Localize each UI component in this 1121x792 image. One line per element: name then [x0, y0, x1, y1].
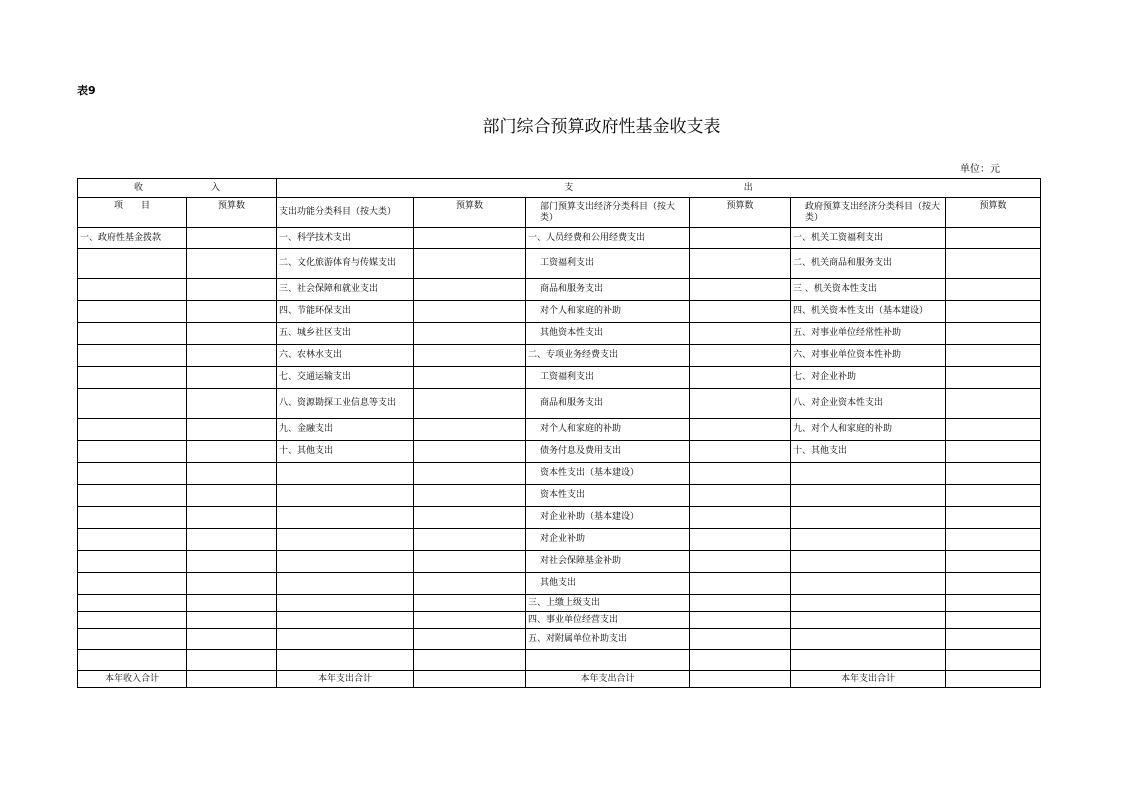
gov-budget-cell [946, 629, 1041, 650]
dept-econ-cell: 资本性支出 [526, 485, 690, 507]
table-row [78, 595, 1041, 612]
func-class-cell [277, 529, 414, 551]
income-budget-cell [187, 419, 277, 441]
table-row [78, 629, 1041, 650]
header-row-1 [78, 179, 1041, 198]
dept-budget-cell [690, 345, 791, 367]
gov-budget-cell [946, 463, 1041, 485]
table-row [78, 529, 1041, 551]
income-budget-cell [187, 301, 277, 323]
totals-row [78, 671, 1041, 688]
dept-budget-cell [690, 595, 791, 612]
gov-budget-cell [946, 485, 1041, 507]
dept-budget-cell [690, 441, 791, 463]
table-row [78, 441, 1041, 463]
budget-table [77, 178, 1041, 688]
header-dept-econ-class: 部门预算支出经济分类科目（按大类） [526, 198, 690, 228]
gov-econ-cell [791, 650, 946, 671]
income-item-cell [78, 485, 187, 507]
func-class-cell [277, 595, 414, 612]
dept-budget-cell [690, 529, 791, 551]
gov-budget-cell [946, 228, 1041, 249]
income-budget-cell [187, 551, 277, 573]
total-dept-value [690, 671, 791, 688]
gov-budget-cell [946, 323, 1041, 345]
gov-budget-cell [946, 551, 1041, 573]
func-budget-cell [414, 573, 526, 595]
dept-econ-cell: 三、上缴上级支出 [526, 595, 690, 612]
dept-econ-cell: 四、事业单位经营支出 [526, 612, 690, 629]
header-func-class: 支出功能分类科目（按大类） [277, 198, 414, 228]
func-budget-cell [414, 301, 526, 323]
unit-label: 单位：元 [960, 164, 1000, 175]
income-budget-cell [187, 595, 277, 612]
dept-econ-cell: 工资福利支出 [526, 249, 690, 279]
table-row [78, 367, 1041, 389]
gov-budget-cell [946, 441, 1041, 463]
income-item-cell [78, 650, 187, 671]
func-budget-cell [414, 629, 526, 650]
table-number: 表9 [77, 84, 96, 97]
dept-budget-cell [690, 419, 791, 441]
gov-budget-cell [946, 345, 1041, 367]
func-class-cell [277, 485, 414, 507]
total-gov-label: 本年支出合计 [791, 671, 946, 688]
income-item-cell [78, 389, 187, 419]
dept-budget-cell [690, 551, 791, 573]
func-budget-cell [414, 463, 526, 485]
func-class-cell: 六、农林水支出 [277, 345, 414, 367]
dept-budget-cell [690, 279, 791, 301]
gov-econ-cell: 七、对企业补助 [791, 367, 946, 389]
dept-budget-cell [690, 485, 791, 507]
gov-econ-cell [791, 529, 946, 551]
gov-budget-cell [946, 301, 1041, 323]
func-class-cell [277, 507, 414, 529]
gov-budget-cell [946, 389, 1041, 419]
dept-econ-cell: 商品和服务支出 [526, 279, 690, 301]
income-item-cell [78, 529, 187, 551]
func-class-cell: 十、其他支出 [277, 441, 414, 463]
dept-budget-cell [690, 323, 791, 345]
dept-econ-cell: 对社会保障基金补助 [526, 551, 690, 573]
income-item-cell [78, 463, 187, 485]
func-budget-cell [414, 441, 526, 463]
gov-budget-cell [946, 595, 1041, 612]
dept-econ-cell: 资本性支出（基本建设） [526, 463, 690, 485]
func-class-cell [277, 612, 414, 629]
total-func-value [414, 671, 526, 688]
dept-econ-cell: 债务付息及费用支出 [526, 441, 690, 463]
dept-econ-cell: 五、对附属单位补助支出 [526, 629, 690, 650]
dept-econ-cell: 对个人和家庭的补助 [526, 419, 690, 441]
total-func-label: 本年支出合计 [277, 671, 414, 688]
func-class-cell: 四、节能环保支出 [277, 301, 414, 323]
income-item-cell [78, 301, 187, 323]
func-class-cell [277, 463, 414, 485]
income-item-cell [78, 551, 187, 573]
gov-econ-cell: 四、机关资本性支出（基本建设） [791, 301, 946, 323]
header-budget-income: 预算数 [187, 198, 277, 228]
gov-econ-cell [791, 551, 946, 573]
income-budget-cell [187, 323, 277, 345]
table-row [78, 573, 1041, 595]
dept-econ-cell: 其他支出 [526, 573, 690, 595]
dept-budget-cell [690, 612, 791, 629]
gov-econ-cell [791, 629, 946, 650]
income-item-cell [78, 612, 187, 629]
dept-budget-cell [690, 249, 791, 279]
table-row [78, 301, 1041, 323]
gov-budget-cell [946, 249, 1041, 279]
income-budget-cell [187, 345, 277, 367]
total-income-value [187, 671, 277, 688]
income-item-cell [78, 345, 187, 367]
dept-econ-cell: 对个人和家庭的补助 [526, 301, 690, 323]
dept-budget-cell [690, 573, 791, 595]
gov-econ-cell [791, 573, 946, 595]
income-budget-cell [187, 612, 277, 629]
income-char-2: 入 [210, 182, 220, 193]
dept-budget-cell [690, 507, 791, 529]
income-budget-cell [187, 228, 277, 249]
func-budget-cell [414, 389, 526, 419]
table-row [78, 507, 1041, 529]
gov-econ-cell [791, 485, 946, 507]
func-budget-cell [414, 485, 526, 507]
income-budget-cell [187, 389, 277, 419]
dept-budget-cell [690, 389, 791, 419]
func-class-cell [277, 650, 414, 671]
dept-econ-cell: 二、专项业务经费支出 [526, 345, 690, 367]
income-budget-cell [187, 441, 277, 463]
func-budget-cell [414, 345, 526, 367]
func-class-cell: 一、科学技术支出 [277, 228, 414, 249]
func-budget-cell [414, 612, 526, 629]
dept-econ-cell: 对企业补助 [526, 529, 690, 551]
dept-econ-cell: 工资福利支出 [526, 367, 690, 389]
expense-char-2: 出 [743, 182, 753, 193]
gov-budget-cell [946, 529, 1041, 551]
income-item-cell [78, 507, 187, 529]
func-class-cell: 九、金融支出 [277, 419, 414, 441]
dept-econ-cell [526, 650, 690, 671]
gov-econ-cell: 九、对个人和家庭的补助 [791, 419, 946, 441]
gov-budget-cell [946, 650, 1041, 671]
table-row [78, 463, 1041, 485]
func-budget-cell [414, 367, 526, 389]
dept-econ-cell: 商品和服务支出 [526, 389, 690, 419]
gov-budget-cell [946, 419, 1041, 441]
income-char-1: 收 [133, 182, 143, 193]
func-budget-cell [414, 279, 526, 301]
dept-budget-cell [690, 301, 791, 323]
income-budget-cell [187, 629, 277, 650]
expense-header [277, 179, 1041, 198]
income-budget-cell [187, 279, 277, 301]
dept-budget-cell [690, 463, 791, 485]
gov-econ-cell: 八、对企业资本性支出 [791, 389, 946, 419]
func-budget-cell [414, 228, 526, 249]
func-budget-cell [414, 595, 526, 612]
gov-econ-cell: 一、机关工资福利支出 [791, 228, 946, 249]
income-budget-cell [187, 529, 277, 551]
gov-budget-cell [946, 367, 1041, 389]
gov-econ-cell: 十、其他支出 [791, 441, 946, 463]
gov-econ-cell: 三 、机关资本性支出 [791, 279, 946, 301]
header-gov-econ-class: 政府预算支出经济分类科目（按大类） [791, 198, 946, 228]
dept-budget-cell [690, 629, 791, 650]
table-row [78, 228, 1041, 249]
income-item-cell [78, 367, 187, 389]
func-class-cell [277, 629, 414, 650]
income-item-cell [78, 249, 187, 279]
header-budget-func: 预算数 [414, 198, 526, 228]
gov-budget-cell [946, 612, 1041, 629]
func-class-cell: 五、城乡社区支出 [277, 323, 414, 345]
income-item-cell [78, 629, 187, 650]
total-gov-value [946, 671, 1041, 688]
table-row [78, 551, 1041, 573]
func-budget-cell [414, 323, 526, 345]
income-item-cell [78, 573, 187, 595]
income-budget-cell [187, 650, 277, 671]
dept-econ-cell: 其他资本性支出 [526, 323, 690, 345]
func-budget-cell [414, 507, 526, 529]
table-row [78, 485, 1041, 507]
func-budget-cell [414, 650, 526, 671]
table-row [78, 650, 1041, 671]
income-budget-cell [187, 573, 277, 595]
func-class-cell [277, 573, 414, 595]
dept-econ-cell: 一、人员经费和公用经费支出 [526, 228, 690, 249]
table-row [78, 249, 1041, 279]
page-title: 部门综合预算政府性基金收支表 [482, 117, 721, 137]
gov-budget-cell [946, 279, 1041, 301]
income-budget-cell [187, 485, 277, 507]
gov-econ-cell [791, 463, 946, 485]
table-row [78, 279, 1041, 301]
func-budget-cell [414, 419, 526, 441]
expense-char-1: 支 [564, 182, 574, 193]
gov-budget-cell [946, 573, 1041, 595]
func-budget-cell [414, 551, 526, 573]
header-budget-dept: 预算数 [690, 198, 791, 228]
gov-econ-cell [791, 612, 946, 629]
func-class-cell [277, 551, 414, 573]
income-item-cell [78, 323, 187, 345]
income-header [78, 179, 277, 198]
dept-econ-cell: 对企业补助（基本建设） [526, 507, 690, 529]
gov-econ-cell: 二、机关商品和服务支出 [791, 249, 946, 279]
dept-budget-cell [690, 367, 791, 389]
header-row-2 [78, 198, 1041, 228]
gov-econ-cell [791, 595, 946, 612]
table-row [78, 323, 1041, 345]
income-item-cell [78, 595, 187, 612]
dept-budget-cell [690, 650, 791, 671]
income-item-cell: 一、政府性基金拨款 [78, 228, 187, 249]
income-item-cell [78, 441, 187, 463]
table-row [78, 612, 1041, 629]
gov-econ-cell: 六、对事业单位资本性补助 [791, 345, 946, 367]
income-budget-cell [187, 249, 277, 279]
func-budget-cell [414, 529, 526, 551]
gov-econ-cell [791, 507, 946, 529]
income-budget-cell [187, 367, 277, 389]
func-class-cell: 三、社会保障和就业支出 [277, 279, 414, 301]
func-class-cell: 二、文化旅游体育与传媒支出 [277, 249, 414, 279]
gov-budget-cell [946, 507, 1041, 529]
func-class-cell: 七、交通运输支出 [277, 367, 414, 389]
dept-budget-cell [690, 228, 791, 249]
income-item-cell [78, 419, 187, 441]
func-budget-cell [414, 249, 526, 279]
income-budget-cell [187, 463, 277, 485]
table-row [78, 389, 1041, 419]
total-income-label: 本年收入合计 [78, 671, 187, 688]
header-budget-gov: 预算数 [946, 198, 1041, 228]
income-item-cell [78, 279, 187, 301]
table-row [78, 419, 1041, 441]
table-row [78, 345, 1041, 367]
total-dept-label: 本年支出合计 [526, 671, 690, 688]
income-budget-cell [187, 507, 277, 529]
header-item: 项 目 [78, 198, 187, 228]
func-class-cell: 八、资源勘探工业信息等支出 [277, 389, 414, 419]
gov-econ-cell: 五、对事业单位经常性补助 [791, 323, 946, 345]
